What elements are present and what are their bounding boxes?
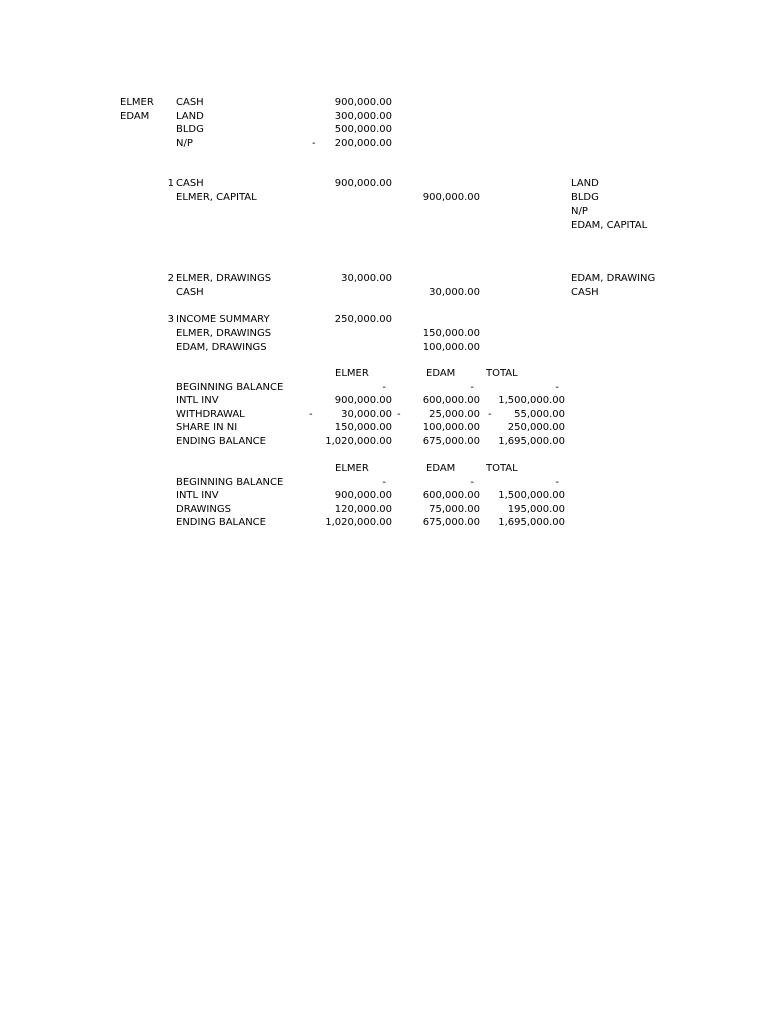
side-item: CASH [571, 287, 599, 298]
cell-value: 675,000.00 [422, 436, 480, 447]
entry-credit-label: EDAM, DRAWINGS [176, 342, 267, 353]
cell-value: 195,000.00 [507, 504, 565, 515]
side-item: N/P [571, 206, 588, 217]
asset-dash: - [312, 138, 316, 149]
cell-value: - [470, 477, 474, 488]
cell-value: 1,695,000.00 [498, 436, 565, 447]
entry-credit-amount: 150,000.00 [422, 328, 480, 339]
column-header-elmer: ELMER [335, 463, 369, 474]
cell-value: 1,020,000.00 [325, 517, 392, 528]
entry-debit-amount: 30,000.00 [341, 273, 392, 284]
side-item: LAND [571, 178, 599, 189]
cell-value: 675,000.00 [422, 517, 480, 528]
entry-debit-amount: 900,000.00 [334, 178, 392, 189]
cell-value: 75,000.00 [429, 504, 480, 515]
cell-value: 600,000.00 [422, 490, 480, 501]
asset-label: N/P [176, 138, 193, 149]
asset-amount: 200,000.00 [334, 138, 392, 149]
partner-name-elmer: ELMER [120, 97, 154, 108]
cell-value: 30,000.00 [341, 409, 392, 420]
entry-number: 2 [167, 273, 174, 284]
partner-name-edam: EDAM [120, 111, 150, 122]
cell-value: 25,000.00 [429, 409, 480, 420]
cell-value: 150,000.00 [334, 422, 392, 433]
cell-value: 1,500,000.00 [498, 395, 565, 406]
entry-debit-amount: 250,000.00 [334, 314, 392, 325]
row-label: ENDING BALANCE [176, 436, 266, 447]
entry-credit-amount: 100,000.00 [422, 342, 480, 353]
side-item: BLDG [571, 192, 599, 203]
side-item: EDAM, CAPITAL [571, 220, 648, 231]
row-label: INTL INV [176, 490, 219, 501]
row-label: ENDING BALANCE [176, 517, 266, 528]
column-header-edam: EDAM [426, 368, 456, 379]
cell-value: 900,000.00 [334, 490, 392, 501]
asset-label: LAND [176, 111, 204, 122]
cell-value: 900,000.00 [334, 395, 392, 406]
cell-value: 600,000.00 [422, 395, 480, 406]
negative-dash: - [309, 409, 313, 420]
cell-value: 55,000.00 [514, 409, 565, 420]
asset-label: BLDG [176, 124, 204, 135]
asset-amount: 900,000.00 [334, 97, 392, 108]
cell-value: 120,000.00 [334, 504, 392, 515]
entry-credit-label: CASH [176, 287, 204, 298]
cell-value: 1,500,000.00 [498, 490, 565, 501]
negative-dash: - [397, 409, 401, 420]
cell-value: - [382, 382, 386, 393]
side-item: EDAM, DRAWING [571, 273, 656, 284]
row-label: INTL INV [176, 395, 219, 406]
row-label: SHARE IN NI [176, 422, 238, 433]
entry-credit-amount: 30,000.00 [429, 287, 480, 298]
cell-value: 100,000.00 [422, 422, 480, 433]
asset-label: CASH [176, 97, 204, 108]
column-header-edam: EDAM [426, 463, 456, 474]
entry-credit-label: ELMER, CAPITAL [176, 192, 257, 203]
entry-credit-amount: 900,000.00 [422, 192, 480, 203]
negative-dash: - [488, 409, 492, 420]
cell-value: - [555, 477, 559, 488]
entry-credit-label: ELMER, DRAWINGS [176, 328, 272, 339]
row-label: BEGINNING BALANCE [176, 477, 284, 488]
entry-debit-label: INCOME SUMMARY [176, 314, 270, 325]
row-label: DRAWINGS [176, 504, 231, 515]
entry-debit-label: ELMER, DRAWINGS [176, 273, 272, 284]
entry-number: 3 [167, 314, 174, 325]
cell-value: - [382, 477, 386, 488]
entry-number: 1 [167, 178, 174, 189]
column-header-total: TOTAL [486, 463, 518, 474]
column-header-elmer: ELMER [335, 368, 369, 379]
cell-value: - [470, 382, 474, 393]
row-label: BEGINNING BALANCE [176, 382, 284, 393]
entry-debit-label: CASH [176, 178, 204, 189]
cell-value: 1,020,000.00 [325, 436, 392, 447]
row-label: WITHDRAWAL [176, 409, 245, 420]
asset-amount: 300,000.00 [334, 111, 392, 122]
cell-value: 250,000.00 [507, 422, 565, 433]
asset-amount: 500,000.00 [334, 124, 392, 135]
cell-value: 1,695,000.00 [498, 517, 565, 528]
cell-value: - [555, 382, 559, 393]
column-header-total: TOTAL [486, 368, 518, 379]
